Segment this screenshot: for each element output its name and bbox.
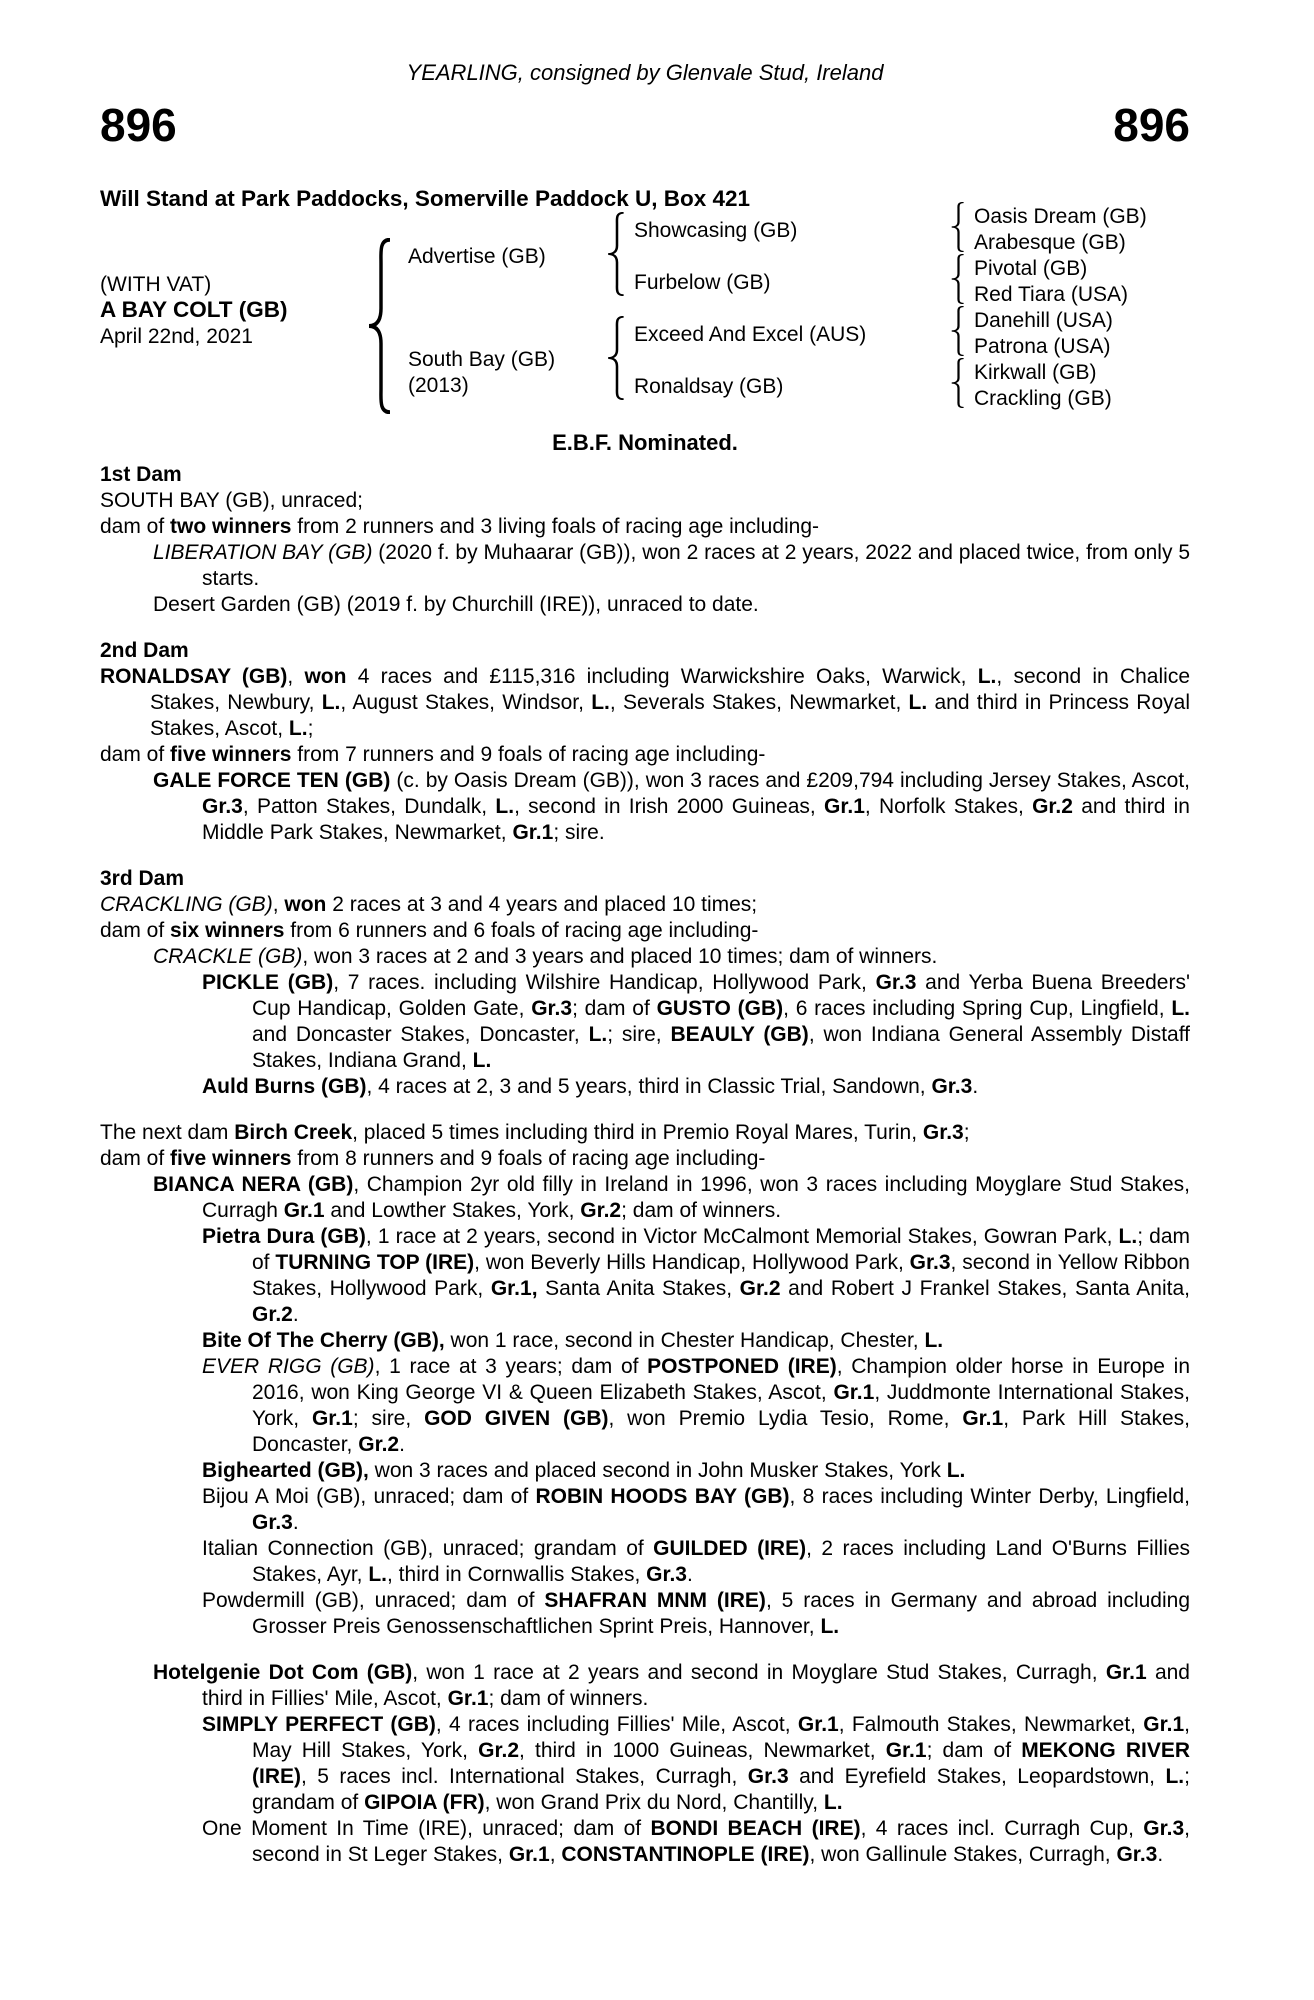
text-segment: from 6 runners and 6 foals of racing age including-	[284, 919, 759, 942]
text-segment: won	[304, 665, 347, 688]
text-segment: , 4 races at 2, 3 and 5 years, third in Classic Trial, Sandown,	[366, 1075, 932, 1098]
ancestor-name: Oasis Dream (GB)	[974, 205, 1147, 228]
lot-number-left: 896	[100, 99, 177, 151]
pedigree-paragraph	[100, 1328, 1190, 1354]
text-segment: ; sire.	[553, 821, 605, 844]
text-segment: , second in Irish 2000 Guineas,	[514, 795, 825, 818]
grandsire-name: Exceed And Excel (AUS)	[634, 323, 867, 346]
pedigree-paragraph	[100, 1074, 1190, 1100]
text-segment: L.	[288, 717, 308, 740]
text-segment: ,	[549, 1843, 562, 1866]
text-segment: ; dam of winners.	[621, 1199, 782, 1222]
text-segment: Auld Burns (GB)	[202, 1075, 367, 1098]
text-segment: Gr.2	[739, 1277, 781, 1300]
text-segment: ;	[963, 1121, 970, 1144]
text-segment: Gr.2	[478, 1739, 520, 1762]
text-segment: , Champion 2yr old filly in Ireland in 1996, won 3 races including Moyglare Stud Stakes, Curragh	[202, 1173, 1190, 1222]
text-segment: L.	[946, 1459, 966, 1482]
text-segment: ; dam of	[572, 997, 657, 1020]
text-segment: L.	[924, 1329, 944, 1352]
text-segment: Gr.1	[1143, 1713, 1185, 1736]
pedigree-paragraph	[100, 1458, 1190, 1484]
pedigree-paragraph	[100, 488, 1190, 514]
pedigree-paragraph	[100, 592, 1190, 618]
text-segment: BIANCA NERA (GB)	[153, 1173, 354, 1196]
text-segment: L.	[321, 691, 341, 714]
text-segment: L.	[977, 665, 997, 688]
text-segment: , Juddmonte International Stakes, York,	[252, 1381, 1190, 1430]
text-segment: and Yerba Buena Breeders' Cup Handicap, Golden Gate,	[252, 971, 1190, 1020]
text-segment: , placed 5 times including third in Premio Royal Mares, Turin,	[352, 1121, 923, 1144]
text-segment: , May Hill Stakes, York,	[252, 1713, 1191, 1762]
text-segment: .	[1157, 1843, 1164, 1866]
pedigree-paragraph	[100, 664, 1190, 742]
text-segment: Gr.1	[962, 1407, 1004, 1430]
text-segment: , second in St Leger Stakes,	[252, 1817, 1191, 1866]
pedigree-paragraph	[100, 1660, 1190, 1712]
text-segment: SHAFRAN MNM (IRE)	[544, 1589, 766, 1612]
ebf-nominated-line: E.B.F. Nominated.	[552, 430, 738, 455]
text-segment: , 1 race at 2 years, second in Victor McCalmont Memorial Stakes, Gowran Park,	[365, 1225, 1119, 1248]
text-segment: L.	[591, 691, 610, 714]
text-segment: dam of	[100, 743, 171, 766]
text-segment: ; dam of winners.	[488, 1687, 649, 1710]
section-gap	[100, 618, 1190, 638]
text-segment: EVER RIGG (GB)	[202, 1355, 375, 1378]
text-segment: , 2 races including Land O'Burns Fillies Stakes, Ayr,	[252, 1537, 1191, 1586]
text-segment: ,	[272, 893, 285, 916]
text-segment: , 4 races incl. Curragh Cup,	[860, 1817, 1144, 1840]
text-segment: L.	[588, 1023, 608, 1046]
pedigree-paragraph	[100, 1172, 1190, 1224]
text-segment: , won Indiana General Assembly Distaff Stakes, Indiana Grand,	[252, 1023, 1191, 1072]
text-segment: , won Grand Prix du Nord, Chantilly,	[484, 1791, 824, 1814]
text-segment: Italian Connection (GB), unraced; grandam of	[202, 1537, 654, 1560]
section-heading: 2nd Dam	[100, 639, 189, 662]
text-segment: , Champion older horse in Europe in 2016, won King George VI & Queen Elizabeth Stakes, Ascot,	[252, 1355, 1190, 1404]
text-segment: GUILDED (IRE)	[653, 1537, 807, 1560]
pedigree-text	[100, 462, 1190, 1868]
text-segment: 4 races and £115,316 including Warwickshire Oaks, Warwick,	[346, 665, 978, 688]
text-segment: , 5 races in Germany and abroad including Grosser Preis Genossenschaftlichen Sprint Preis, Hannover,	[252, 1589, 1190, 1638]
sire-name: Advertise (GB)	[408, 245, 546, 268]
dam-year: (2013)	[408, 374, 469, 397]
text-segment: Gr.3	[931, 1075, 973, 1098]
text-segment: , second in Yellow Ribbon Stakes, Hollywood Park,	[252, 1251, 1190, 1300]
text-segment: Gr.3	[1116, 1843, 1158, 1866]
pedigree-paragraph	[100, 540, 1190, 592]
text-segment: (2020 f. by Muhaarar (GB)), won 2 races at 2 years, 2022 and placed twice, from only 5 starts.	[202, 541, 1190, 590]
text-segment: , third in 1000 Guineas, Newmarket,	[519, 1739, 886, 1762]
text-segment: , Severals Stakes, Newmarket,	[609, 691, 909, 714]
text-segment: L.	[1118, 1225, 1138, 1248]
text-segment: and Eyrefield Stakes, Leopardstown,	[788, 1765, 1166, 1788]
text-segment: LIBERATION BAY (GB)	[153, 541, 373, 564]
section-heading: 3rd Dam	[100, 867, 185, 890]
text-segment: GUSTO (GB)	[656, 997, 784, 1020]
text-segment: and Lowther Stakes, York,	[324, 1199, 581, 1222]
text-segment: ROBIN HOODS BAY (GB)	[535, 1485, 790, 1508]
text-segment: L.	[820, 1615, 840, 1638]
text-segment: five winners	[170, 743, 292, 766]
text-segment: ; sire,	[352, 1407, 425, 1430]
text-segment: Gr.1	[283, 1199, 325, 1222]
text-segment: L.	[823, 1791, 843, 1814]
text-segment: CRACKLE (GB)	[153, 945, 303, 968]
pedigree-brace-small	[950, 202, 967, 252]
ancestor-column	[974, 204, 1147, 412]
text-segment: Gr.1	[1105, 1661, 1147, 1684]
text-segment: five winners	[170, 1147, 292, 1170]
text-segment: from 2 runners and 3 living foals of racing age including-	[291, 515, 820, 538]
text-segment: Bighearted (GB),	[202, 1459, 369, 1482]
text-segment: ; sire,	[607, 1023, 671, 1046]
pedigree-paragraph	[100, 1484, 1190, 1536]
text-segment: RONALDSAY (GB)	[100, 665, 288, 688]
grandsire-name: Showcasing (GB)	[634, 219, 798, 242]
text-segment: , won 1 race at 2 years and second in Moyglare Stud Stakes, Curragh,	[412, 1661, 1106, 1684]
text-segment: , won Beverly Hills Handicap, Hollywood Park,	[474, 1251, 910, 1274]
text-segment: Santa Anita Stakes,	[537, 1277, 740, 1300]
ancestor-name: Arabesque (GB)	[974, 231, 1126, 254]
text-segment: from 8 runners and 9 foals of racing age including-	[291, 1147, 766, 1170]
stand-location-line: Will Stand at Park Paddocks, Somerville Paddock U, Box 421	[100, 186, 751, 211]
text-segment: Gr.2	[252, 1303, 293, 1326]
page-content	[100, 0, 1190, 2000]
text-segment: Gr.1,	[490, 1277, 538, 1300]
text-segment: Gr.1	[824, 795, 865, 818]
text-segment: CONSTANTINOPLE (IRE)	[561, 1843, 810, 1866]
text-segment: L.	[1171, 997, 1190, 1020]
text-segment: ; grandam of	[252, 1765, 1190, 1814]
text-segment: , third in Cornwallis Stakes,	[387, 1563, 647, 1586]
text-segment: CRACKLING (GB)	[100, 893, 273, 916]
ancestor-name: Patrona (USA)	[974, 335, 1111, 358]
text-segment: ,	[287, 665, 305, 688]
text-segment: SOUTH BAY (GB), unraced;	[100, 489, 363, 512]
ancestor-name: Red Tiara (USA)	[974, 283, 1129, 306]
section-gap	[100, 1640, 1190, 1660]
text-segment: ; dam of	[926, 1739, 1022, 1762]
text-segment: PICKLE (GB)	[202, 971, 334, 994]
pedigree-paragraph	[100, 742, 1190, 768]
text-segment: and Robert J Frankel Stakes, Santa Anita,	[780, 1277, 1190, 1300]
text-segment: Gr.3	[646, 1563, 687, 1586]
pedigree-paragraph	[100, 1588, 1190, 1640]
dam-name: South Bay (GB)	[408, 348, 556, 371]
granddam-name: Furbelow (GB)	[634, 271, 771, 294]
text-segment: Gr.2	[1032, 795, 1073, 818]
text-segment: , 8 races including Winter Derby, Lingfield,	[789, 1485, 1190, 1508]
text-segment: , Patton Stakes, Dundalk,	[242, 795, 496, 818]
text-segment: .	[687, 1563, 693, 1586]
text-segment: Gr.2	[358, 1433, 400, 1456]
text-segment: BONDI BEACH (IRE)	[650, 1817, 861, 1840]
text-segment: .	[292, 1303, 299, 1326]
text-segment: , Falmouth Stakes, Newmarket,	[838, 1713, 1144, 1736]
ancestor-name: Pivotal (GB)	[974, 257, 1088, 280]
ancestor-name: Danehill (USA)	[974, 309, 1113, 332]
text-segment: Gr.1	[833, 1381, 875, 1404]
text-segment: dam of	[100, 1147, 171, 1170]
text-segment: Gr.3	[747, 1765, 789, 1788]
horse-name: A BAY COLT (GB)	[100, 297, 288, 322]
text-segment: Gr.3	[875, 971, 917, 994]
text-segment: L.	[1165, 1765, 1185, 1788]
text-segment: dam of	[100, 919, 171, 942]
pedigree-paragraph	[100, 944, 1190, 970]
text-segment: TURNING TOP (IRE)	[275, 1251, 475, 1274]
text-segment: won 1 race, second in Chester Handicap, Chester,	[444, 1329, 925, 1352]
text-segment: One Moment In Time (IRE), unraced; dam of	[202, 1817, 651, 1840]
text-segment: from 7 runners and 9 foals of racing age including-	[291, 743, 766, 766]
text-segment: , 5 races incl. International Stakes, Curragh,	[301, 1765, 748, 1788]
text-segment: Hotelgenie Dot Com (GB)	[153, 1661, 413, 1684]
text-segment: .	[972, 1075, 979, 1098]
text-segment: Birch Creek	[234, 1121, 353, 1144]
text-segment: Gr.3	[202, 795, 243, 818]
text-segment: Gr.1	[885, 1739, 927, 1762]
section-heading: 1st Dam	[100, 463, 182, 486]
text-segment: , 6 races including Spring Cup, Lingfield,	[783, 997, 1172, 1020]
text-segment: , 7 races. including Wilshire Handicap, Hollywood Park,	[333, 971, 876, 994]
pedigree-paragraph	[100, 514, 1190, 540]
text-segment: (c. by Oasis Dream (GB)), won 3 races and £209,794 including Jersey Stakes, Ascot,	[390, 769, 1190, 792]
text-segment: Gr.3	[531, 997, 573, 1020]
section-gap	[100, 846, 1190, 866]
pedigree-brace-dam	[606, 316, 628, 400]
text-segment: Powdermill (GB), unraced; dam of	[202, 1589, 545, 1612]
text-segment: , 1 race at 3 years; dam of	[374, 1355, 648, 1378]
text-segment: Bite Of The Cherry (GB),	[202, 1329, 445, 1352]
vat-note: (WITH VAT)	[100, 273, 212, 296]
text-segment: Gr.1	[311, 1407, 353, 1430]
pedigree-paragraph	[100, 1120, 1190, 1146]
pedigree-brace-small	[950, 254, 967, 304]
text-segment: two winners	[170, 515, 292, 538]
consignment-title: YEARLING, consigned by Glenvale Stud, Ireland	[406, 60, 884, 85]
text-segment: , second in Chalice Stakes, Newbury,	[150, 665, 1190, 714]
text-segment: Bijou A Moi (GB), unraced; dam of	[202, 1485, 536, 1508]
pedigree-paragraph	[100, 1536, 1190, 1588]
pedigree-paragraph	[100, 918, 1190, 944]
text-segment: six winners	[170, 919, 285, 942]
granddam-name: Ronaldsay (GB)	[634, 375, 784, 398]
pedigree-paragraph	[100, 768, 1190, 846]
pedigree-paragraph	[100, 1816, 1190, 1868]
text-segment: , Norfolk Stakes,	[864, 795, 1033, 818]
text-segment: , won Gallinule Stakes, Curragh,	[809, 1843, 1117, 1866]
pedigree-brace-sire	[606, 212, 628, 296]
text-segment: Gr.1	[508, 1843, 550, 1866]
pedigree-paragraph	[100, 1712, 1190, 1816]
pedigree-paragraph	[100, 1146, 1190, 1172]
text-segment: 2 races at 3 and 4 years and placed 10 times;	[326, 893, 758, 916]
text-segment: Gr.1	[447, 1687, 489, 1710]
text-segment: Gr.1	[512, 821, 554, 844]
text-segment: , 4 races including Fillies' Mile, Ascot,	[435, 1713, 798, 1736]
section-gap	[100, 1100, 1190, 1120]
text-segment: ; dam of	[252, 1225, 1190, 1274]
ancestor-name: Crackling (GB)	[974, 387, 1112, 410]
pedigree-paragraph	[100, 892, 1190, 918]
pedigree-brace-outer	[366, 238, 396, 414]
text-segment: Gr.3	[252, 1511, 293, 1534]
text-segment: .	[399, 1433, 405, 1456]
text-segment: won 3 races and placed second in John Musker Stakes, York	[368, 1459, 947, 1482]
text-segment: won	[284, 893, 327, 916]
text-segment: MEKONG RIVER (IRE)	[252, 1739, 1191, 1788]
text-segment: GIPOIA (FR)	[364, 1791, 485, 1814]
text-segment: L.	[368, 1563, 388, 1586]
text-segment: Gr.2	[580, 1199, 622, 1222]
text-segment: and third in Fillies' Mile, Ascot,	[202, 1661, 1190, 1710]
text-segment: SIMPLY PERFECT (GB)	[202, 1713, 436, 1736]
lot-number-right: 896	[1113, 99, 1190, 151]
text-segment: Pietra Dura (GB)	[202, 1225, 366, 1248]
text-segment: and Doncaster Stakes, Doncaster,	[252, 1023, 589, 1046]
text-segment: Gr.3	[1143, 1817, 1185, 1840]
text-segment: , won 3 races at 2 and 3 years and placed 10 times; dam of winners.	[302, 945, 938, 968]
text-segment: Gr.1	[797, 1713, 839, 1736]
text-segment: Gr.3	[922, 1121, 964, 1144]
pedigree-brace-small	[950, 358, 967, 408]
text-segment: , Park Hill Stakes, Doncaster,	[252, 1407, 1190, 1456]
pedigree-paragraph	[100, 970, 1190, 1074]
text-segment: and third in Princess Royal Stakes, Ascot,	[150, 691, 1190, 740]
foal-date: April 22nd, 2021	[100, 325, 253, 348]
text-segment: and third in Middle Park Stakes, Newmarket,	[202, 795, 1190, 844]
text-segment: L.	[908, 691, 928, 714]
text-segment: ;	[307, 717, 314, 740]
text-segment: GALE FORCE TEN (GB)	[153, 769, 391, 792]
text-segment: dam of	[100, 515, 171, 538]
text-segment: POSTPONED (IRE)	[647, 1355, 837, 1378]
pedigree-paragraph	[100, 1224, 1190, 1328]
pedigree-paragraph	[100, 1354, 1190, 1458]
text-segment: L.	[472, 1049, 492, 1072]
text-segment: .	[292, 1511, 299, 1534]
text-segment: L.	[495, 795, 515, 818]
text-segment: , won Premio Lydia Tesio, Rome,	[608, 1407, 963, 1430]
text-segment: The next dam	[100, 1121, 235, 1144]
text-segment: , August Stakes, Windsor,	[340, 691, 592, 714]
pedigree-brace-small	[950, 306, 967, 356]
ancestor-name: Kirkwall (GB)	[974, 361, 1097, 384]
text-segment: Desert Garden (GB) (2019 f. by Churchill (IRE)), unraced to date.	[153, 593, 759, 616]
text-segment: Gr.3	[909, 1251, 951, 1274]
text-segment: BEAULY (GB)	[670, 1023, 809, 1046]
text-segment: GOD GIVEN (GB)	[424, 1407, 609, 1430]
pedigree-tree	[100, 198, 1190, 438]
